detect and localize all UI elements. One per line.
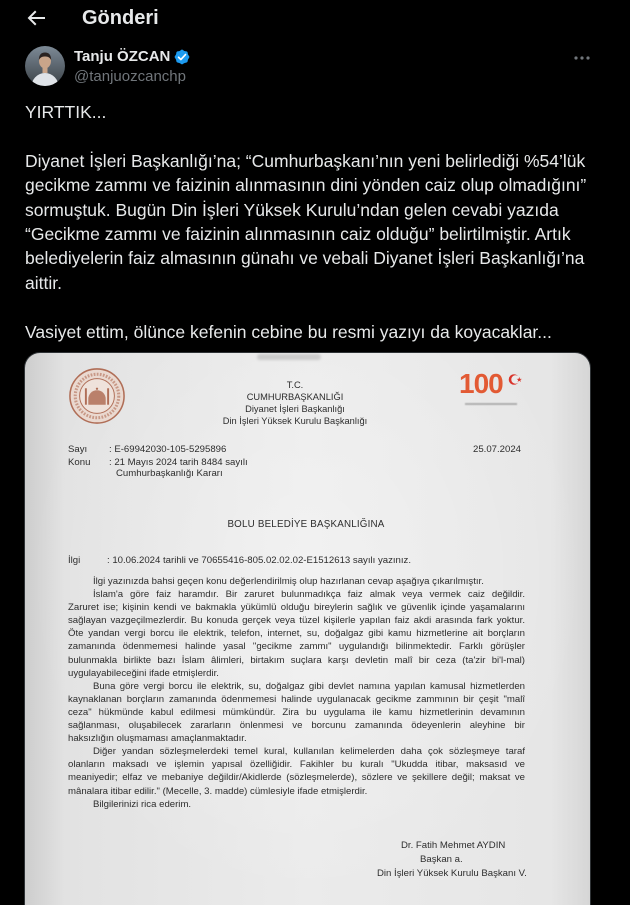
diyanet-seal-icon — [68, 367, 126, 425]
letter-line: sağlayan vazgeçilmezlerdir. Bu konuda gerçek veya tüzel kişilerle yapılan faiz akdi arasında fark yoktur. — [68, 615, 525, 627]
tweet-text-line: gecikme zammı ve faizinin alınmasının dini yönden caiz olup olmadığını” — [25, 175, 587, 196]
verified-badge-icon — [173, 48, 191, 66]
signature-role: Başkan a. — [420, 854, 463, 865]
crescent-star-icon — [508, 372, 523, 387]
letter-line: Diğer yandan sözleşmelerdeki temel kural, kullanılan kelimelerden daha çok sözleşmeye taraf — [93, 746, 525, 758]
letterhead-line: T.C. — [286, 380, 304, 390]
letter-line: bulunmakla birlikte bazı İslam âlimleri, birtakım suçlara karşı devletin malî bir ceza (ta'zir bi'l-mal) — [68, 654, 525, 666]
konu-value: : 21 Mayıs 2024 tarih 8484 sayılı — [109, 457, 248, 468]
faint-header-text — [257, 354, 321, 360]
letter-line: sağlanması, oluşabilecek zararların önlenmesi ve borcunu zamanında ödeyenlerin aleyhine bir — [68, 720, 525, 732]
ilgi-value: : 10.06.2024 tarihli ve 70655416-805.02.02.02-E1512613 sayılı yazınız. — [107, 555, 412, 566]
avatar-image — [25, 46, 65, 86]
page-title: Gönderi — [82, 7, 159, 29]
letter-line: meaniyedir; elfaz ve mebaniye değildir/Akidlerde (sözleşmelerde), sözlere ve şekillere değil; maksat ve — [68, 772, 525, 784]
tweet-paragraph — [25, 320, 586, 344]
letter-paragraph — [68, 798, 525, 811]
letter-line: haksızlığın oluşmaması amaçlanmaktadır. — [68, 733, 247, 745]
back-button[interactable] — [24, 6, 48, 30]
avatar[interactable] — [25, 46, 65, 86]
tweet-text-line: sormuştuk. Bugün Din İşleri Yüksek Kurulu’ndan gelen cevabi yazıda — [25, 199, 559, 220]
letter-paragraph — [68, 680, 525, 745]
tweet-paragraph — [25, 100, 586, 124]
ilgi-label: İlgi — [68, 555, 81, 566]
signature-title: Din İşleri Yüksek Kurulu Başkanı V. — [377, 868, 527, 879]
seal — [68, 367, 126, 425]
tweet-text-line: Diyanet İşleri Başkanlığı’na; “Cumhurbaşkanı’nın yeni belirlediği %54’lük — [25, 150, 586, 171]
arrow-left-icon — [24, 6, 48, 30]
letter-line: Öte yandan vergi borcu ile elektrik, telefon, internet, su, doğalgaz gibi kamu hizmetlerine ait borçların — [68, 628, 525, 640]
recipient: BOLU BELEDİYE BAŞKANLIĞINA — [227, 519, 385, 530]
letterhead-line: CUMHURBAŞKANLIĞI — [246, 392, 344, 402]
letter-line: olanların maksadı ve işlemin yapısal özelliğidir. Fakihler bu kuralı "Ukudda itibar, maksasıd ve — [68, 759, 525, 771]
tweet-text-line: aittir. — [25, 272, 62, 293]
author-name[interactable]: Tanju ÖZCAN — [74, 48, 171, 65]
more-horizontal-icon — [572, 48, 592, 68]
sayi-value: : E-69942030-105-5295896 — [109, 444, 227, 455]
letter-line: mânalara itibar edilir." (Mecelle, 3. madde) cümlesiyle ifade etmişlerdir. — [68, 785, 368, 797]
letter-line: Bilgilerinizi rica ederim. — [93, 798, 192, 810]
letter-paragraph — [68, 745, 525, 797]
tweet-paragraph — [25, 149, 586, 295]
konu-value: Cumhurbaşkanlığı Kararı — [116, 468, 223, 479]
letter-line: ceza" hükmünde kabul edilmesi mümkündür. Zira bu uygulama ile kamu hizmetlerinin devamının — [68, 706, 525, 718]
tweet-media-image[interactable] — [24, 352, 591, 905]
tweet-text-line: “Gecikme zammı ve faizinin alınmasının caiz olduğu” belirtilmiştir. Artık — [25, 223, 571, 244]
konu-label: Konu — [68, 457, 91, 468]
tweet-text — [25, 100, 586, 368]
logo-emblem — [508, 372, 523, 387]
letter-line: Zaruret ise; kişinin kendi ve bakmakla yükümlü olduğu bireylerin sağlık ve güvenlik içinde yaşamalarını — [68, 602, 525, 614]
tweet-text-line: belediyelerin faiz almasının günahı ve vebali Diyanet İşleri Başkanlığı’na — [25, 248, 585, 269]
signature-name: Dr. Fatih Mehmet AYDIN — [401, 840, 506, 851]
letter-body — [68, 575, 525, 811]
letter-line: İslam'a göre faiz haramdır. Bir zaruret bulunmadıkça faiz almak veya vermek caiz değildir. — [93, 589, 525, 601]
letter-line: Buna göre vergi borcu ile elektrik, su, doğalgaz gibi devlet namına yapılan kamusal hizmetlerden — [93, 680, 525, 692]
letter-paragraph — [68, 575, 525, 588]
document-date: 25.07.2024 — [473, 444, 522, 455]
sayi-label: Sayı — [68, 444, 88, 455]
letterhead-line: Din İşleri Yüksek Kurulu Başkanlığı — [222, 416, 368, 426]
letterhead — [195, 379, 395, 427]
more-button[interactable] — [572, 48, 592, 68]
tweet-text-line: Vasiyet ettim, ölünce kefenin cebine bu resmi yazıyı da koyacaklar... — [25, 321, 552, 342]
logo-subtitle — [465, 403, 517, 405]
letter-line: zamanında ödenmemesi halinde yasal "gecikme zammı" uygulandığı bilinmektedir. Farklı görüşler — [68, 641, 525, 653]
tweet-text-line: YIRTTIK... — [25, 102, 107, 122]
author-handle[interactable]: @tanjuozcanchp — [74, 68, 186, 85]
centenary-logo: 100 — [459, 368, 503, 399]
letter-line: kaynaklanan borçların zamanında ödenmemesi halinde uygulanacak gecikme zammının bir çeşit "malî — [68, 693, 525, 705]
letter-line: uygulayabileceğini ifade etmişlerdir. — [68, 667, 219, 679]
author-name-row — [74, 47, 191, 67]
letter-line: İlgi yazınızda bahsi geçen konu değerlendirilmiş olup hazırlanan cevap aşağıya çıkarılmıştır. — [93, 576, 484, 587]
letter-paragraph — [68, 588, 525, 680]
letterhead-line: Diyanet İşleri Başkanlığı — [245, 404, 345, 414]
